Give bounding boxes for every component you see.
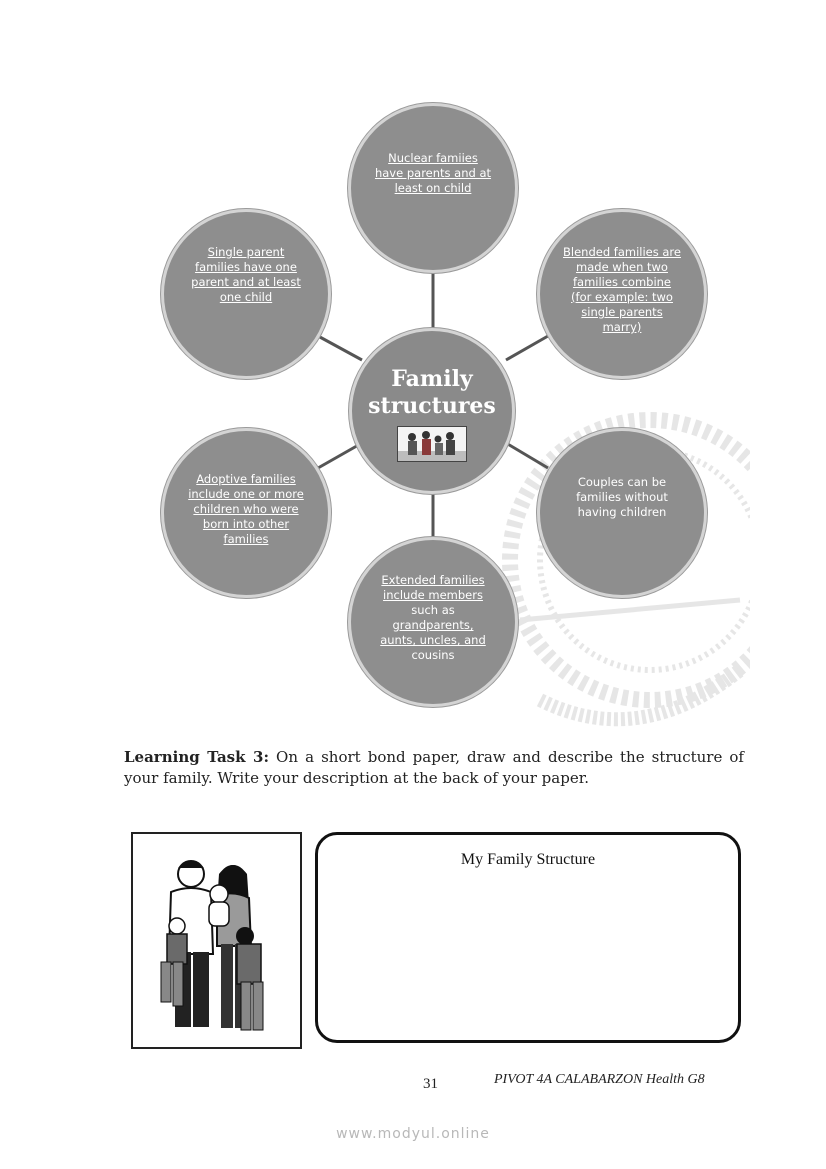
center-title-line1: Family xyxy=(391,366,473,392)
node-extended xyxy=(348,537,518,707)
footer-label: PIVOT 4A CALABARZON Health G8 xyxy=(494,1072,705,1087)
node-extended-text xyxy=(373,573,493,663)
page-number: 31 xyxy=(423,1076,438,1092)
node-adoptive-text: Adoptive families include one or more children who were born into other families xyxy=(188,471,304,546)
node-couples xyxy=(537,428,707,598)
node-blended xyxy=(537,209,707,379)
connector-blended xyxy=(506,336,548,360)
connector-single xyxy=(318,336,362,360)
node-single xyxy=(161,209,331,379)
family-illustration xyxy=(133,834,300,1047)
node-nuclear-text: Nuclear famiies have parents and at least on child xyxy=(374,150,492,195)
learning-task-text: On a short bond paper, draw and describe the structure of your family. Write your description at the back of your paper. xyxy=(124,748,744,787)
node-extended-part2: such as xyxy=(411,603,455,617)
node-adoptive xyxy=(161,428,331,598)
site-watermark-text[interactable]: www.modyul.online xyxy=(336,1126,490,1142)
node-single-text: Single parent families have one parent and at least one child xyxy=(191,245,301,304)
family-illustration-box xyxy=(131,832,302,1049)
my-family-structure-title: My Family Structure xyxy=(460,851,596,868)
node-couples-text: Couples can be families without having children xyxy=(576,474,668,519)
connector-couples xyxy=(506,443,548,468)
node-extended-part1: Extended families include members xyxy=(381,573,485,602)
learning-task-label: Learning Task 3: xyxy=(124,748,269,766)
my-family-structure-box xyxy=(315,832,741,1043)
center-title-line2: structures xyxy=(368,393,496,419)
node-extended-part3: grandparents, aunts, uncles, and xyxy=(380,618,486,647)
learning-task-paragraph xyxy=(124,747,744,789)
node-extended-part4: cousins xyxy=(411,648,455,662)
connector-adoptive xyxy=(318,443,362,468)
node-blended-text: Blended families are made when two families combine (for example: two single parents marry) xyxy=(563,245,681,334)
node-center xyxy=(349,328,515,494)
node-nuclear xyxy=(348,103,518,273)
family-photo-icon xyxy=(397,426,467,462)
